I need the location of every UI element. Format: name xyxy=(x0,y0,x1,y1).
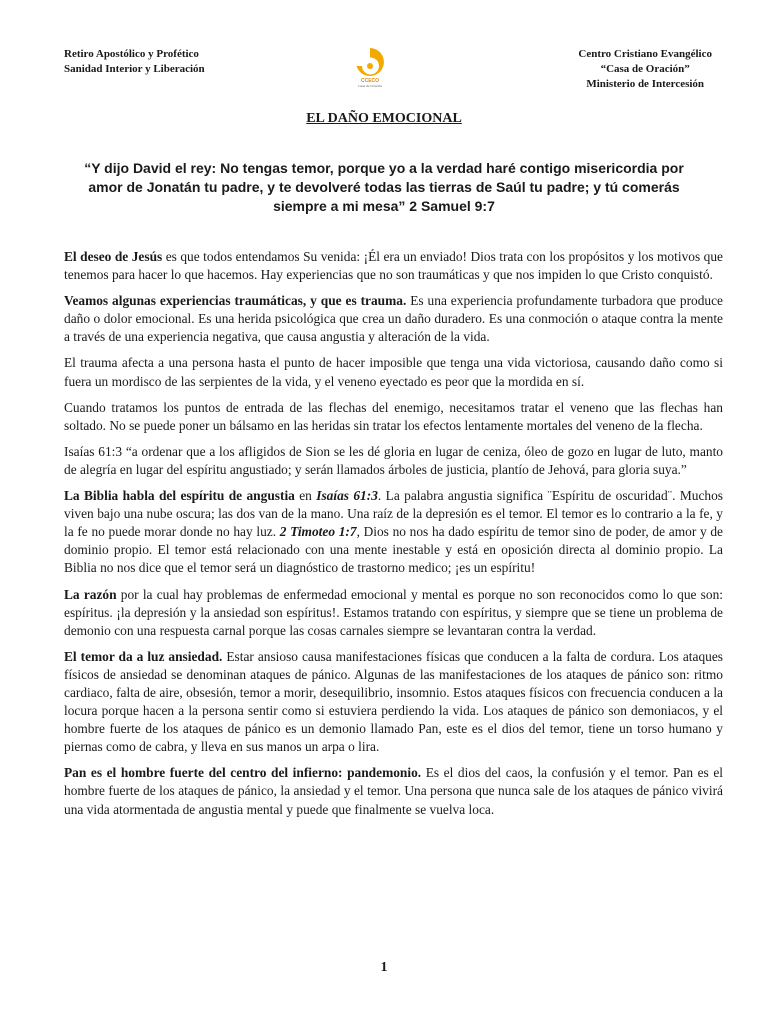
scripture-reference-timoteo: 2 Timoteo 1:7 xyxy=(279,524,357,540)
paragraph-6 xyxy=(64,487,723,577)
header-retreat-title: Retiro Apostólico y Profético xyxy=(64,48,199,60)
header-left xyxy=(64,47,205,77)
paragraph-6-text-a: en xyxy=(294,488,317,504)
document-body xyxy=(64,248,723,827)
paragraph-1-text: es que todos entendamos Su venida: ¡Él era un enviado! Dios trata con los propósitos y los motivos que tenemos para hacer lo que hacemos. Hay experiencias que no son traumáticas y que nos impiden lo que Cristo conquistó. xyxy=(64,249,723,283)
paragraph-7-text: por la cual hay problemas de enfermedad emocional y mental es porque no son reconocidos como lo que son: espíritus. ¡la depresión y la ansiedad son espíritus!. Estamos tratando con espíritus, y siempre que se tiene un problema de demonio con una respuesta carnal porque las cosas carnales siempre se levantaran contra la verdad. xyxy=(64,586,723,638)
paragraph-9 xyxy=(64,764,723,818)
paragraph-9-text: Es el dios del caos, la confusión y el temor. Pan es el hombre fuerte de los ataques de pánico, la ansiedad y el temor. Una persona que nunca sale de los ataques de pánico vivirá una vida atormentada de angustia mental y puede que finalmente se vuelva loca. xyxy=(64,765,723,817)
paragraph-1-lead: El deseo de Jesús xyxy=(64,249,163,264)
opening-verse: “Y dijo David el rey: No tengas temor, porque yo a la verdad haré contigo misericordia por amor de Jonatán tu padre, y te devolveré todas las tierras de Saúl tu padre; y tú comerás siempre a mi mesa” 2 Samuel 9:7 xyxy=(84,160,684,214)
paragraph-6-lead: La Biblia habla del espíritu de angustia xyxy=(64,488,295,504)
paragraph-7 xyxy=(64,586,723,640)
header-church-name: Centro Cristiano Evangélico xyxy=(578,48,712,60)
header-ministry: Ministerio de Intercesión xyxy=(586,78,705,90)
paragraph-5-scripture: Isaías 61:3 “a ordenar que a los afligidos de Sion se les dé gloria en lugar de ceniza, óleo de gozo en lugar de luto, manto de alegría en lugar del espíritu angustiado; y serán llamados árboles de justicia, plantío de Jehová, para gloria suya.” xyxy=(64,443,723,477)
paragraph-3: El trauma afecta a una persona hasta el punto de hacer imposible que tenga una vida victoriosa, causando daño como si fuera un mordisco de las serpientes de la vida, y el veneno eyectado es peor que la mordida en sí. xyxy=(64,355,723,389)
paragraph-2 xyxy=(64,292,723,346)
paragraph-2-lead: Veamos algunas experiencias traumáticas, y que es trauma. xyxy=(64,293,407,309)
header-right xyxy=(578,47,712,92)
header-retreat-subtitle: Sanidad Interior y Liberación xyxy=(64,63,205,75)
logo-text: CCECO xyxy=(360,78,380,84)
paragraph-6-text-c: , Dios no nos ha dado espíritu de temor sino de poder, de amor y de dominio propio. El temor está relacionado con una mente inestable y está en oposición directa al dominio propio. La Biblia no nos dice que el temor será un diagnóstico de trastorno medico; ¡es un espíritu! xyxy=(64,524,723,576)
paragraph-9-lead: Pan es el hombre fuerte del centro del infierno: pandemonio. xyxy=(64,765,422,781)
document-title: EL DAÑO EMOCIONAL xyxy=(306,111,462,126)
paragraph-8 xyxy=(64,648,723,757)
scripture-reference-isaias: Isaías 61:3 xyxy=(316,488,378,504)
page-number: 1 xyxy=(380,960,388,975)
logo-tagline: Casa de Oración xyxy=(358,84,382,88)
header-church-subtitle: “Casa de Oración” xyxy=(600,63,690,75)
paragraph-8-lead: El temor da a luz ansiedad. xyxy=(64,648,223,664)
church-logo xyxy=(348,44,392,88)
paragraph-4: Cuando tratamos los puntos de entrada de las flechas del enemigo, necesitamos tratar el veneno que las flechas han soltado. No se puede poner un bálsamo en las heridas sin tratar los efectos lentamente mortales del veneno de la flecha. xyxy=(64,399,723,433)
paragraph-2-text: Es una experiencia profundamente turbadora que produce daño o dolor emocional. Es una herida psicológica que crea un daño duradero. Es una conmoción o ataque contra la mente a través de una experiencia negativa, que causa angustia y alteración de la vida. xyxy=(64,293,723,345)
logo-ring-icon xyxy=(357,48,384,76)
paragraph-8-text: Estar ansioso causa manifestaciones físicas que conducen a la falta de cordura. Los ataques físicos de ansiedad se denominan ataques de pánico. Algunas de las manifestaciones de los ataques de pánico son: ritmo cardiaco, falta de aire, obsesión, temor a morir, desequilibrio, insomnio. Estos ataques físicos con frecuencia conducen a la locura porque hacen a la persona sentir como si estuviera perdiendo la vida. Los ataques de pánico son demoniacos, y el hombre fuerte de los ataques de pánico es un demonio llamado Pan, este es el dios del temor, tiene un torso humano y piernas como de cabra, y lleva en sus manos un arpa o lira. xyxy=(64,648,724,755)
paragraph-6-text-b: . La palabra angustia significa ¨Espíritu de oscuridad¨. Muchos viven bajo una nube oscura; las dos van de la mano. Una raíz de la depresión es el temor. El temor es lo contrario a la fe, y la fe no puede morar donde no hay luz. xyxy=(64,488,724,540)
paragraph-7-lead: La razón xyxy=(64,586,117,602)
paragraph-1 xyxy=(64,248,723,284)
